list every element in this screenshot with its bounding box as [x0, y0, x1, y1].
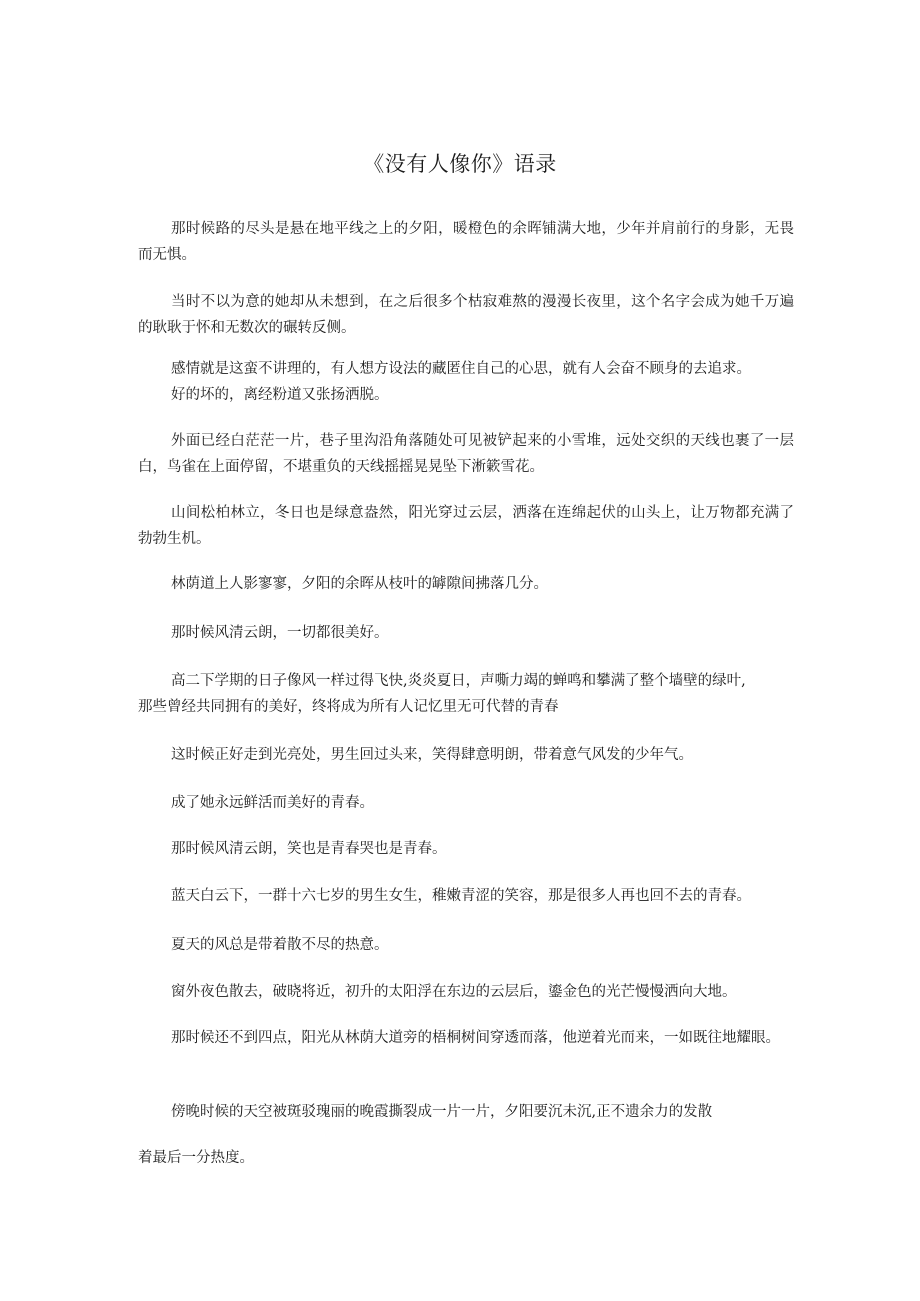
- paragraph-snow: 外面已经白茫茫一片，巷子里沟沿角落随处可见被铲起来的小雪堆，远处交织的天线也裹了一层白，鸟雀在上面停留，不堪重负的天线摇摇晃晃坠下淅簌雪花。: [138, 433, 794, 475]
- document-title: 《没有人像你》语录: [363, 152, 557, 176]
- paragraph-good-bad: 好的坏的，离经粉道又张扬洒脱。: [171, 387, 389, 403]
- paragraph-clear-sky-2: 那时候风清云朗，笑也是青春哭也是青春。: [171, 841, 447, 857]
- paragraph-clear-sky-1: 那时候风清云朗，一切都很美好。: [171, 625, 389, 641]
- paragraph-vivid-youth: 成了她永远鲜活而美好的青春。: [171, 795, 374, 811]
- paragraph-turning-back: 这时候正好走到光亮处，男生回过头来，笑得肆意明朗，带着意气风发的少年气。: [171, 747, 693, 763]
- paragraph-long-nights: 当时不以为意的她却从未想到，在之后很多个枯寂难熬的漫漫长夜里，这个名字会成为她千万遍的耿耿于怀和无数次的碾转反侧。: [138, 294, 794, 336]
- paragraph-summer-days: 高二下学期的日子像风一样过得飞快,炎炎夏日，声嘶力竭的蝉鸣和攀满了整个墙壁的绿叶,: [171, 673, 746, 689]
- paragraph-sunset-path: 那时候路的尽头是悬在地平线之上的夕阳，暖橙色的余晖铺满大地，少年并肩前行的身影，无畏而无惧。: [138, 221, 794, 263]
- paragraph-blue-sky: 蓝天白云下，一群十六七岁的男生女生，稚嫩青涩的笑容，那是很多人再也回不去的青春。: [171, 888, 751, 904]
- paragraph-shaded-path: 林荫道上人影寥寥，夕阳的余晖从枝叶的罅隙间拂落几分。: [171, 576, 548, 592]
- paragraph-dawn: 窗外夜色散去，破晓将近，初升的太阳浮在东边的云层后，鎏金色的光芒慢慢洒向大地。: [171, 984, 737, 1000]
- paragraph-evening-sky: 傍晚时候的天空被斑驳瑰丽的晚霞撕裂成一片一片，夕阳要沉未沉,正不遗余力的发散: [171, 1104, 713, 1120]
- paragraph-feelings: 感情就是这蛮不讲理的，有人想方设法的藏匿住自己的心思，就有人会奋不顾身的去追求。: [171, 361, 751, 377]
- paragraph-summer-wind: 夏天的风总是带着散不尽的热意。: [171, 937, 389, 953]
- paragraph-mountain-pines: 山间松柏林立，冬日也是绿意盎然，阳光穿过云层，洒落在连绵起伏的山头上，让万物都充满了勃勃生机。: [138, 505, 794, 547]
- paragraph-shared-memories: 那些曾经共同拥有的美好，终将成为所有人记忆里无可代替的青春: [138, 699, 559, 715]
- paragraph-before-four: 那时候还不到四点，阳光从林荫大道旁的梧桐树间穿透而落，他逆着光而来，一如既往地耀眼。: [171, 1030, 780, 1046]
- paragraph-last-warmth: 着最后一分热度。: [138, 1150, 254, 1166]
